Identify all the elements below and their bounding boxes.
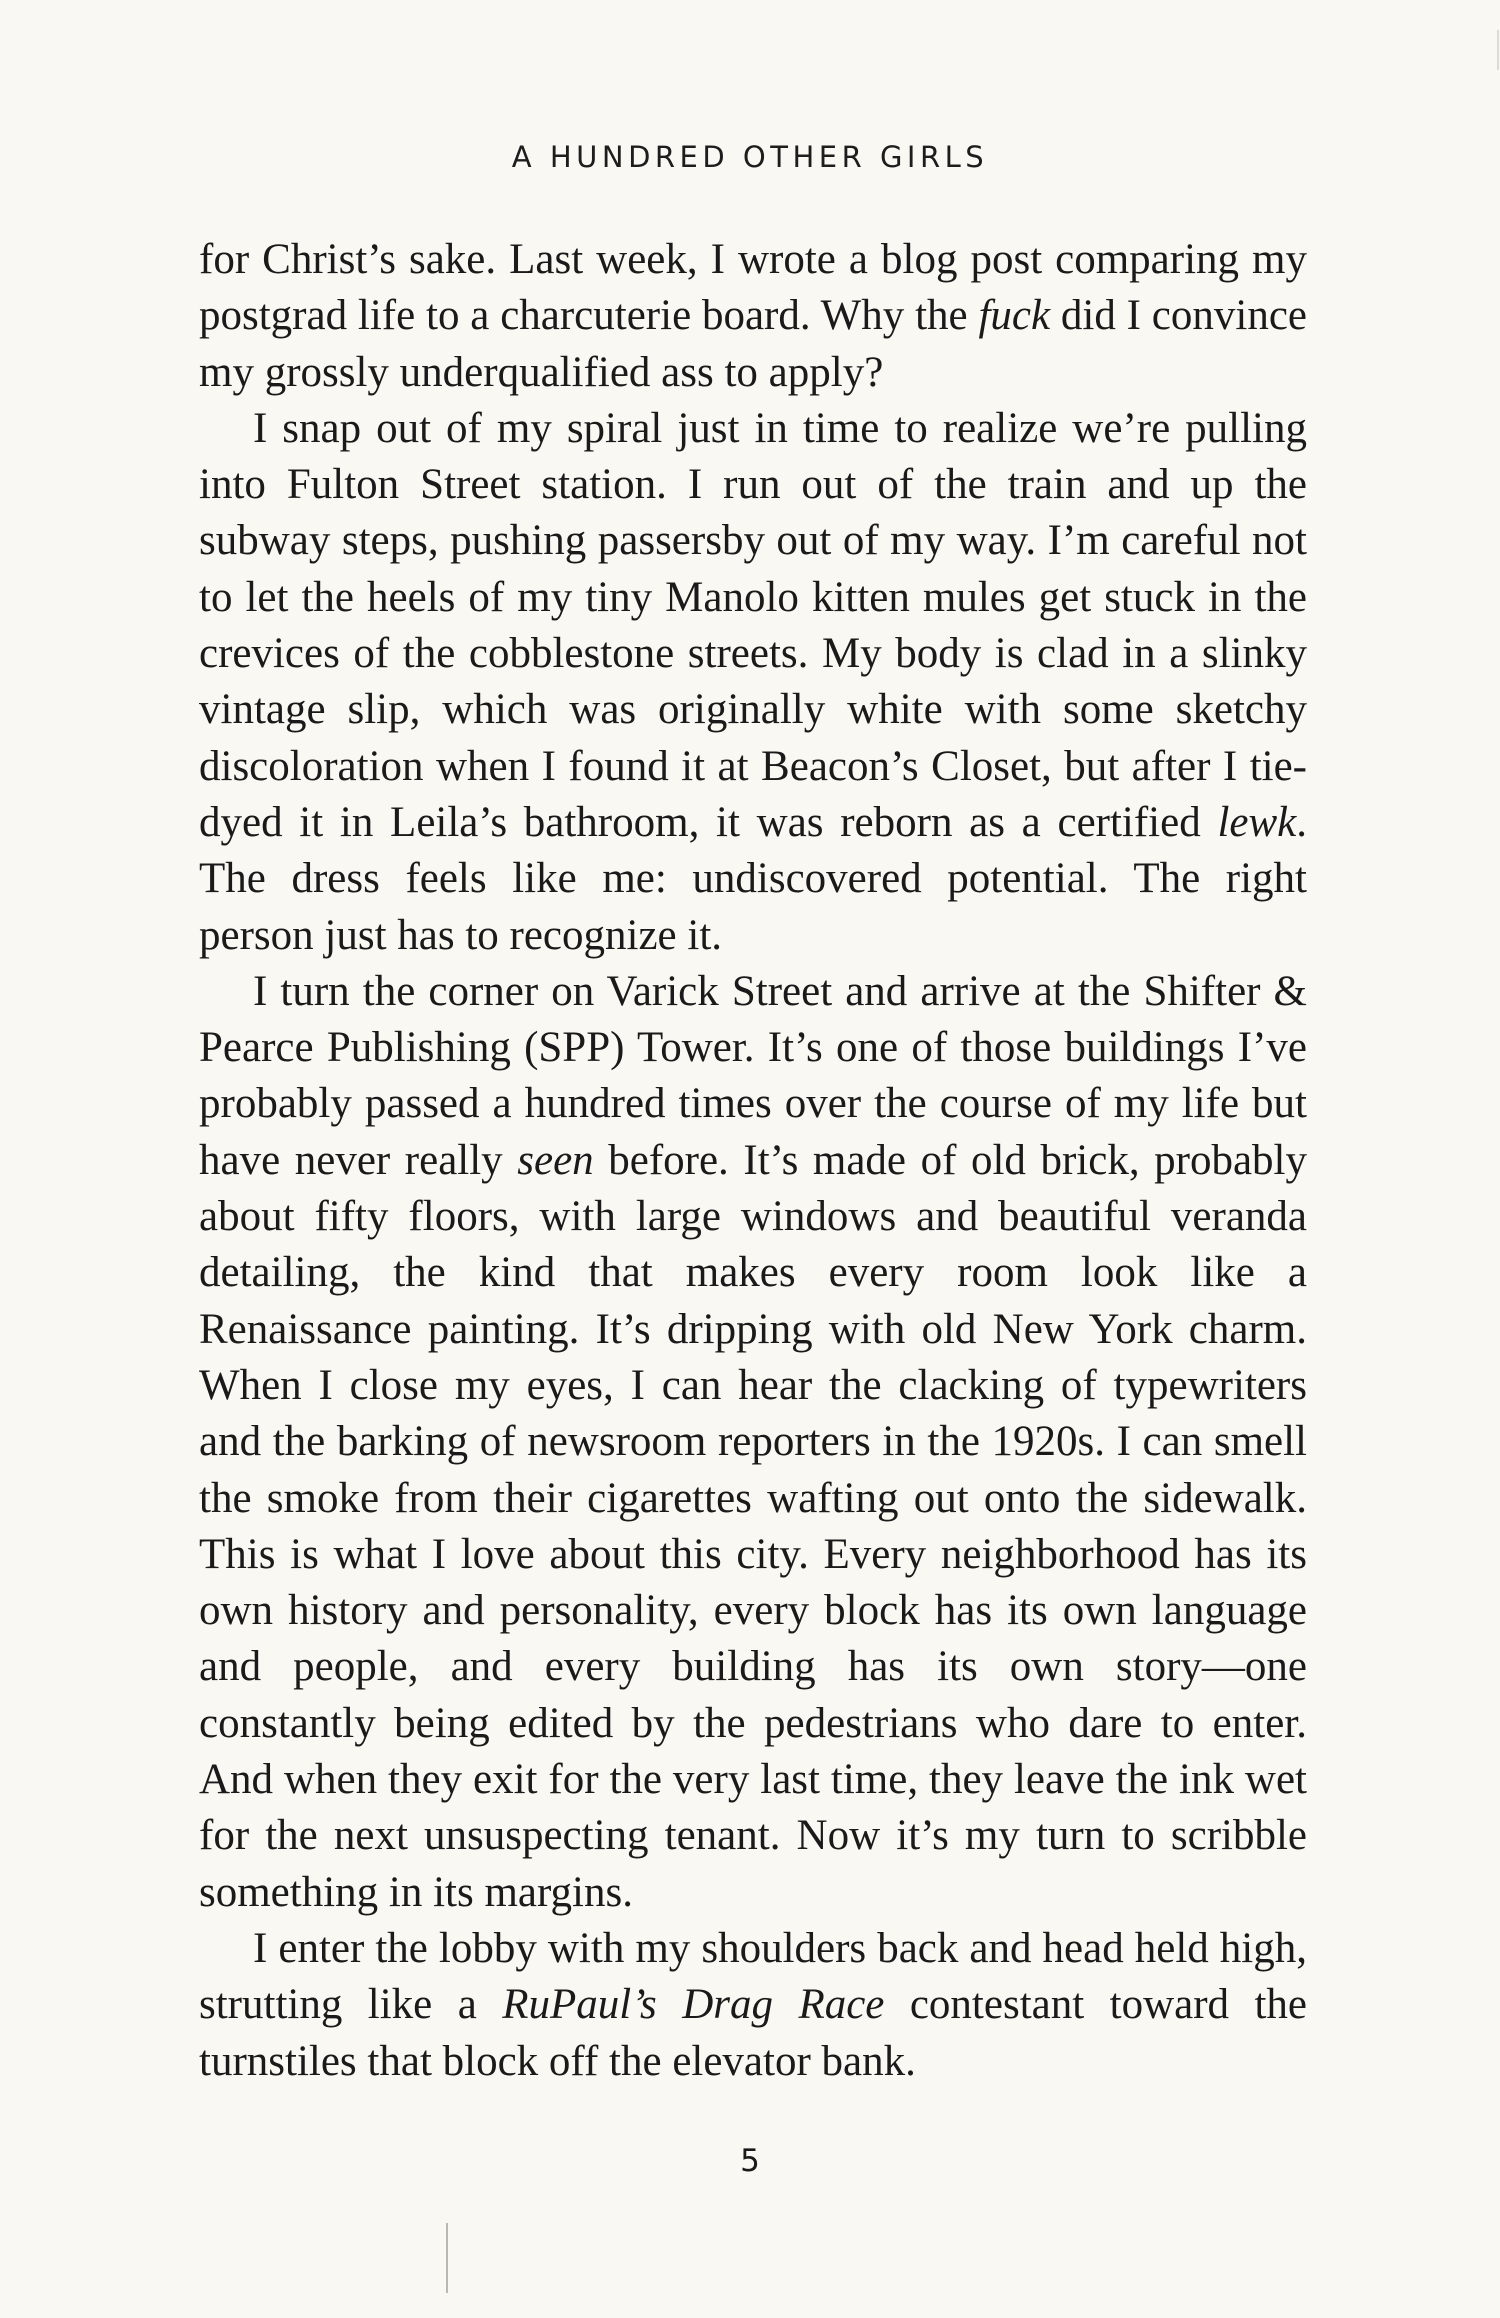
text-run: did I convince my grossly underqualified ass to apply? bbox=[199, 292, 1307, 396]
text-run: . The dress feels like me: undiscovered potential. The right person just has to recognize it. bbox=[199, 798, 1307, 959]
text-run: before. It’s made of old brick, probably about fifty floors, with large windows and beautiful veranda detailing, the kind that makes every room look like a Renaissance painting. It’s dripping with old New York charm. When I close my eyes, I can hear the clacking of typewriters and the barking of newsroom reporters in the 1920s. I can smell the smoke from their cigarettes wafting out onto the sidewalk. This is what I love about this city. Every neighborhood has its own history and personality, every block has its own language and people, and every building has its own story—one constantly being edited by the pedestrians who dare to enter. And when they exit for the very last time, they leave the ink wet for the next unsuspecting tenant. Now it’s my turn to scribble something in its margins. bbox=[199, 1136, 1308, 1916]
text-run: I enter the lobby with my shoulders back and head held high, strutting like a bbox=[199, 1924, 1307, 2029]
paragraph bbox=[199, 1921, 1307, 2090]
text-run: I turn the corner on Varick Street and arrive at the Shifter & Pearce Publishing (SPP) Tower. It’s one of those buildings I’ve probably passed a hundred times over the course of my life but have never really bbox=[199, 967, 1307, 1184]
gutter-shadow-mark bbox=[446, 2223, 448, 2293]
paragraph bbox=[199, 232, 1307, 401]
italic-run: fuck bbox=[978, 292, 1051, 340]
italic-run: RuPaul’s Drag Race bbox=[502, 1981, 885, 2029]
text-run: contestant toward the turnstiles that block off the elevator bank. bbox=[199, 1981, 1308, 2085]
binding-mark bbox=[1497, 30, 1499, 70]
body-text bbox=[199, 232, 1307, 2090]
text-run: I snap out of my spiral just in time to realize we’re pulling into Fulton Street station. I run out of the train and up the subway steps, pushing passersby out of my way. I’m careful not to let the heels of my tiny Manolo kitten mules get stuck in the crevices of the cobblestone streets. My body is clad in a slinky vintage slip, which was originally white with some sketchy discoloration when I found it at Beacon’s Closet, but after I tie-dyed it in Leila’s bathroom, it was reborn as a certified bbox=[199, 404, 1307, 846]
paragraph bbox=[199, 401, 1307, 964]
paragraph bbox=[199, 964, 1307, 1921]
text-run: for Christ’s sake. Last week, I wrote a blog post comparing my postgrad life to a charcuterie board. Why the bbox=[199, 236, 1307, 340]
page-number: 5 bbox=[740, 2143, 760, 2179]
running-head: A HUNDRED OTHER GIRLS bbox=[511, 140, 989, 174]
italic-run: lewk bbox=[1217, 798, 1297, 846]
italic-run: seen bbox=[517, 1136, 594, 1184]
